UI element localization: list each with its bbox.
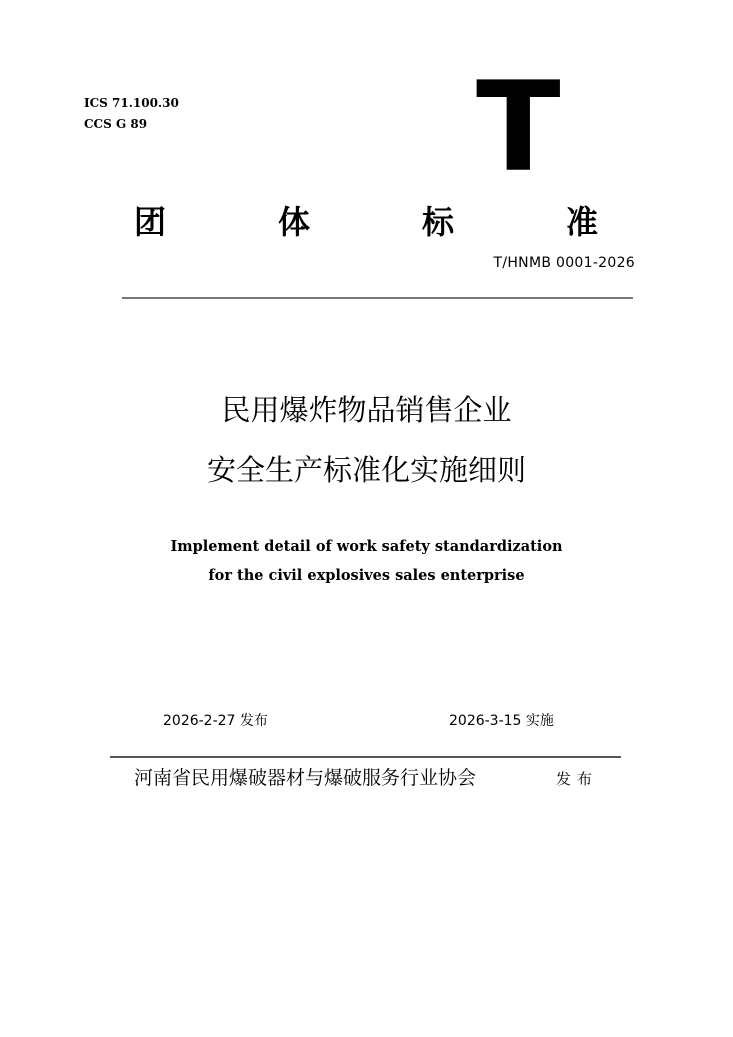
issuing-organization: 河南省民用爆破器材与爆破服务行业协会: [134, 767, 477, 789]
standard-number: T/HNMB 0001-2026: [493, 255, 635, 271]
standard-type-char-3: 标: [422, 203, 455, 241]
effective-date: 2026-3-15 实施: [449, 713, 554, 729]
standard-type-char-4: 准: [566, 203, 599, 241]
title-en-line-2: for the civil explosives sales enterprise: [208, 567, 525, 584]
ics-code: ICS 71.100.30: [84, 96, 179, 110]
issue-date: 2026-2-27 发布: [163, 713, 268, 729]
standard-type-char-1: 团: [134, 203, 167, 241]
classification-codes: [84, 93, 179, 135]
standard-type-char-2: 体: [278, 203, 311, 241]
publish-label: 发布: [556, 770, 599, 788]
category-letter: T: [476, 56, 561, 200]
top-divider: [122, 297, 633, 299]
title-cn-line-2: 安全生产标准化实施细则: [206, 453, 526, 487]
title-en-line-1: Implement detail of work safety standardization: [170, 538, 563, 555]
bottom-divider: [110, 756, 621, 758]
ccs-code: CCS G 89: [84, 117, 148, 131]
title-cn-line-1: 民用爆炸物品销售企业: [221, 393, 512, 427]
